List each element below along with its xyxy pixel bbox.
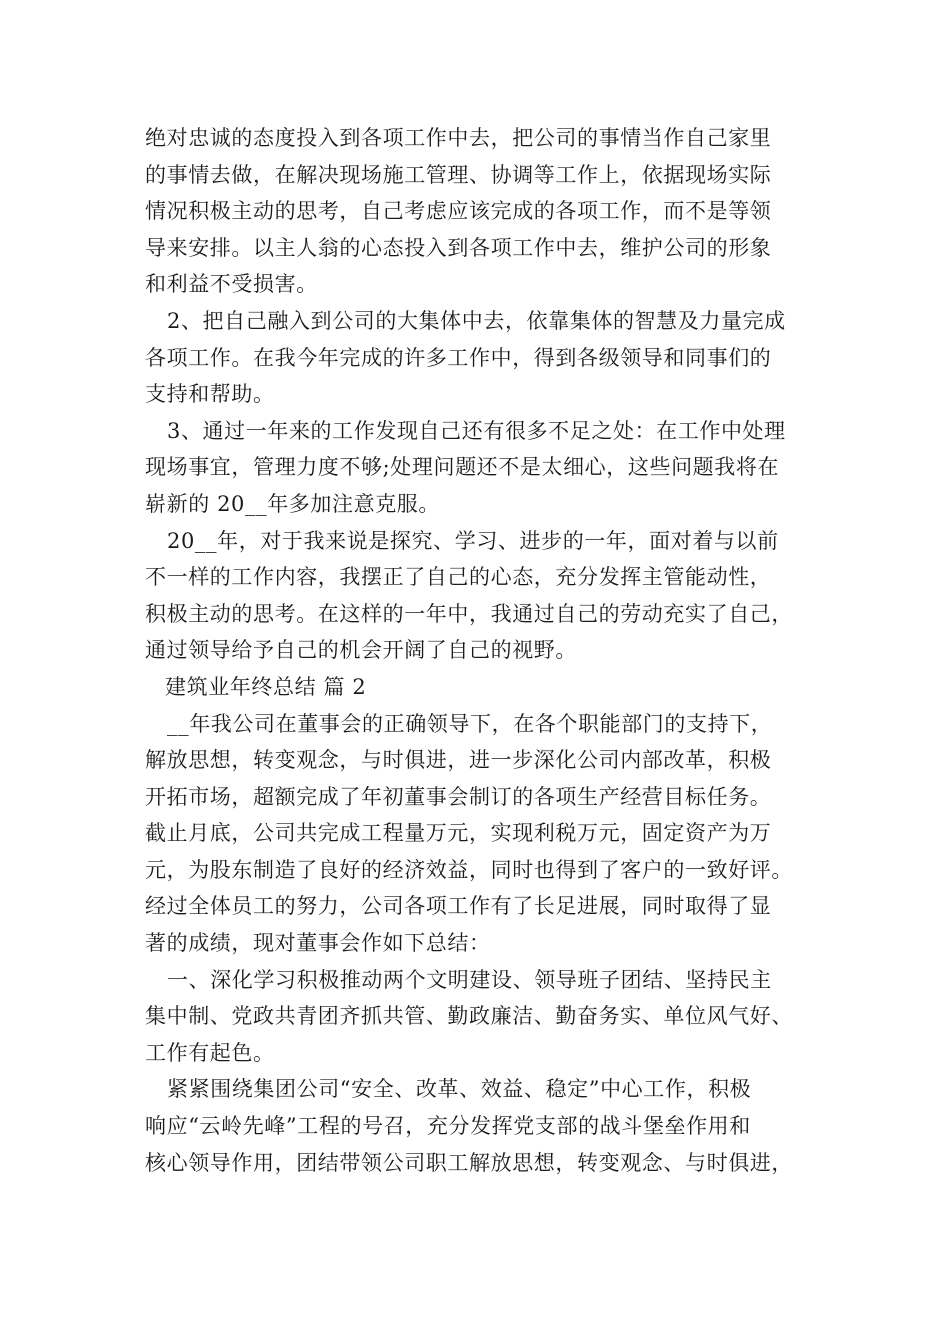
paragraph-7 [145, 1071, 835, 1181]
text-line: 开拓市场，超额完成了年初董事会制订的各项生产经营目标任务。 [145, 784, 772, 809]
text-line: 3、通过一年来的工作发现自己还有很多不足之处：在工作中处理 [167, 418, 786, 443]
text-line: 元，为股东制造了良好的经济效益，同时也得到了客户的一致好评。 [145, 857, 793, 882]
text-line: 响应“云岭先峰”工程的号召，充分发挥党支部的战斗堡垒作用和 [145, 1114, 751, 1139]
text-line: 支持和帮助。 [145, 382, 275, 407]
text-line: __年我公司在董事会的正确领导下，在各个职能部门的支持下， [167, 711, 773, 736]
document-body [145, 120, 835, 1181]
section-heading [145, 669, 835, 706]
text-line: 经过全体员工的努力，公司各项工作有了长足进展，同时取得了显 [145, 894, 772, 919]
paragraph-6 [145, 962, 835, 1072]
text-line: 紧紧围绕集团公司“安全、改革、效益、稳定”中心工作，积极 [167, 1077, 752, 1102]
text-line: 集中制、党政共青团齐抓共管、勤政廉洁、勤奋务实、单位风气好、 [145, 1004, 793, 1029]
text-line: 一、深化学习积极推动两个文明建设、领导班子团结、坚持民主 [167, 967, 772, 992]
text-line: 现场事宜，管理力度不够;处理问题还不是太细心，这些问题我将在 [145, 455, 780, 480]
text-line: 核心领导作用，团结带领公司职工解放思想，转变观念、与时俱进， [145, 1150, 793, 1175]
text-line: 2、把自己融入到公司的大集体中去，依靠集体的智慧及力量完成 [167, 308, 786, 333]
text-line: 绝对忠诚的态度投入到各项工作中去，把公司的事情当作自己家里 [145, 126, 772, 150]
text-line: 各项工作。在我今年完成的许多工作中，得到各级领导和同事们的 [145, 345, 772, 370]
text-line: 20__年，对于我来说是探究、学习、进步的一年，面对着与以前 [167, 528, 779, 553]
paragraph-4 [145, 523, 835, 669]
text-line: 和利益不受损害。 [145, 272, 318, 297]
text-line: 的事情去做，在解决现场施工管理、协调等工作上，依据现场实际 [145, 162, 772, 187]
section-title: 建筑业年终总结 篇 2 [165, 674, 367, 699]
text-line: 解放思想，转变观念，与时俱进，进一步深化公司内部改革，积极 [145, 748, 772, 773]
paragraph-3 [145, 413, 835, 523]
text-line: 著的成绩，现对董事会作如下总结： [145, 931, 491, 956]
paragraph-5 [145, 706, 835, 962]
text-line: 崭新的 20__年多加注意克服。 [145, 491, 440, 516]
text-line: 工作有起色。 [145, 1040, 275, 1065]
text-line: 通过领导给予自己的机会开阔了自己的视野。 [145, 638, 577, 663]
text-line: 导来安排。以主人翁的心态投入到各项工作中去，维护公司的形象 [145, 235, 772, 260]
paragraph-2 [145, 303, 835, 413]
text-line: 不一样的工作内容，我摆正了自己的心态，充分发挥主管能动性， [145, 565, 772, 590]
text-line: 积极主动的思考。在这样的一年中，我通过自己的劳动充实了自己， [145, 601, 793, 626]
paragraph-1 [145, 120, 835, 303]
text-line: 情况积极主动的思考，自己考虑应该完成的各项工作，而不是等领 [145, 199, 772, 224]
text-line: 截止月底，公司共完成工程量万元，实现利税万元，固定资产为万 [145, 821, 772, 846]
